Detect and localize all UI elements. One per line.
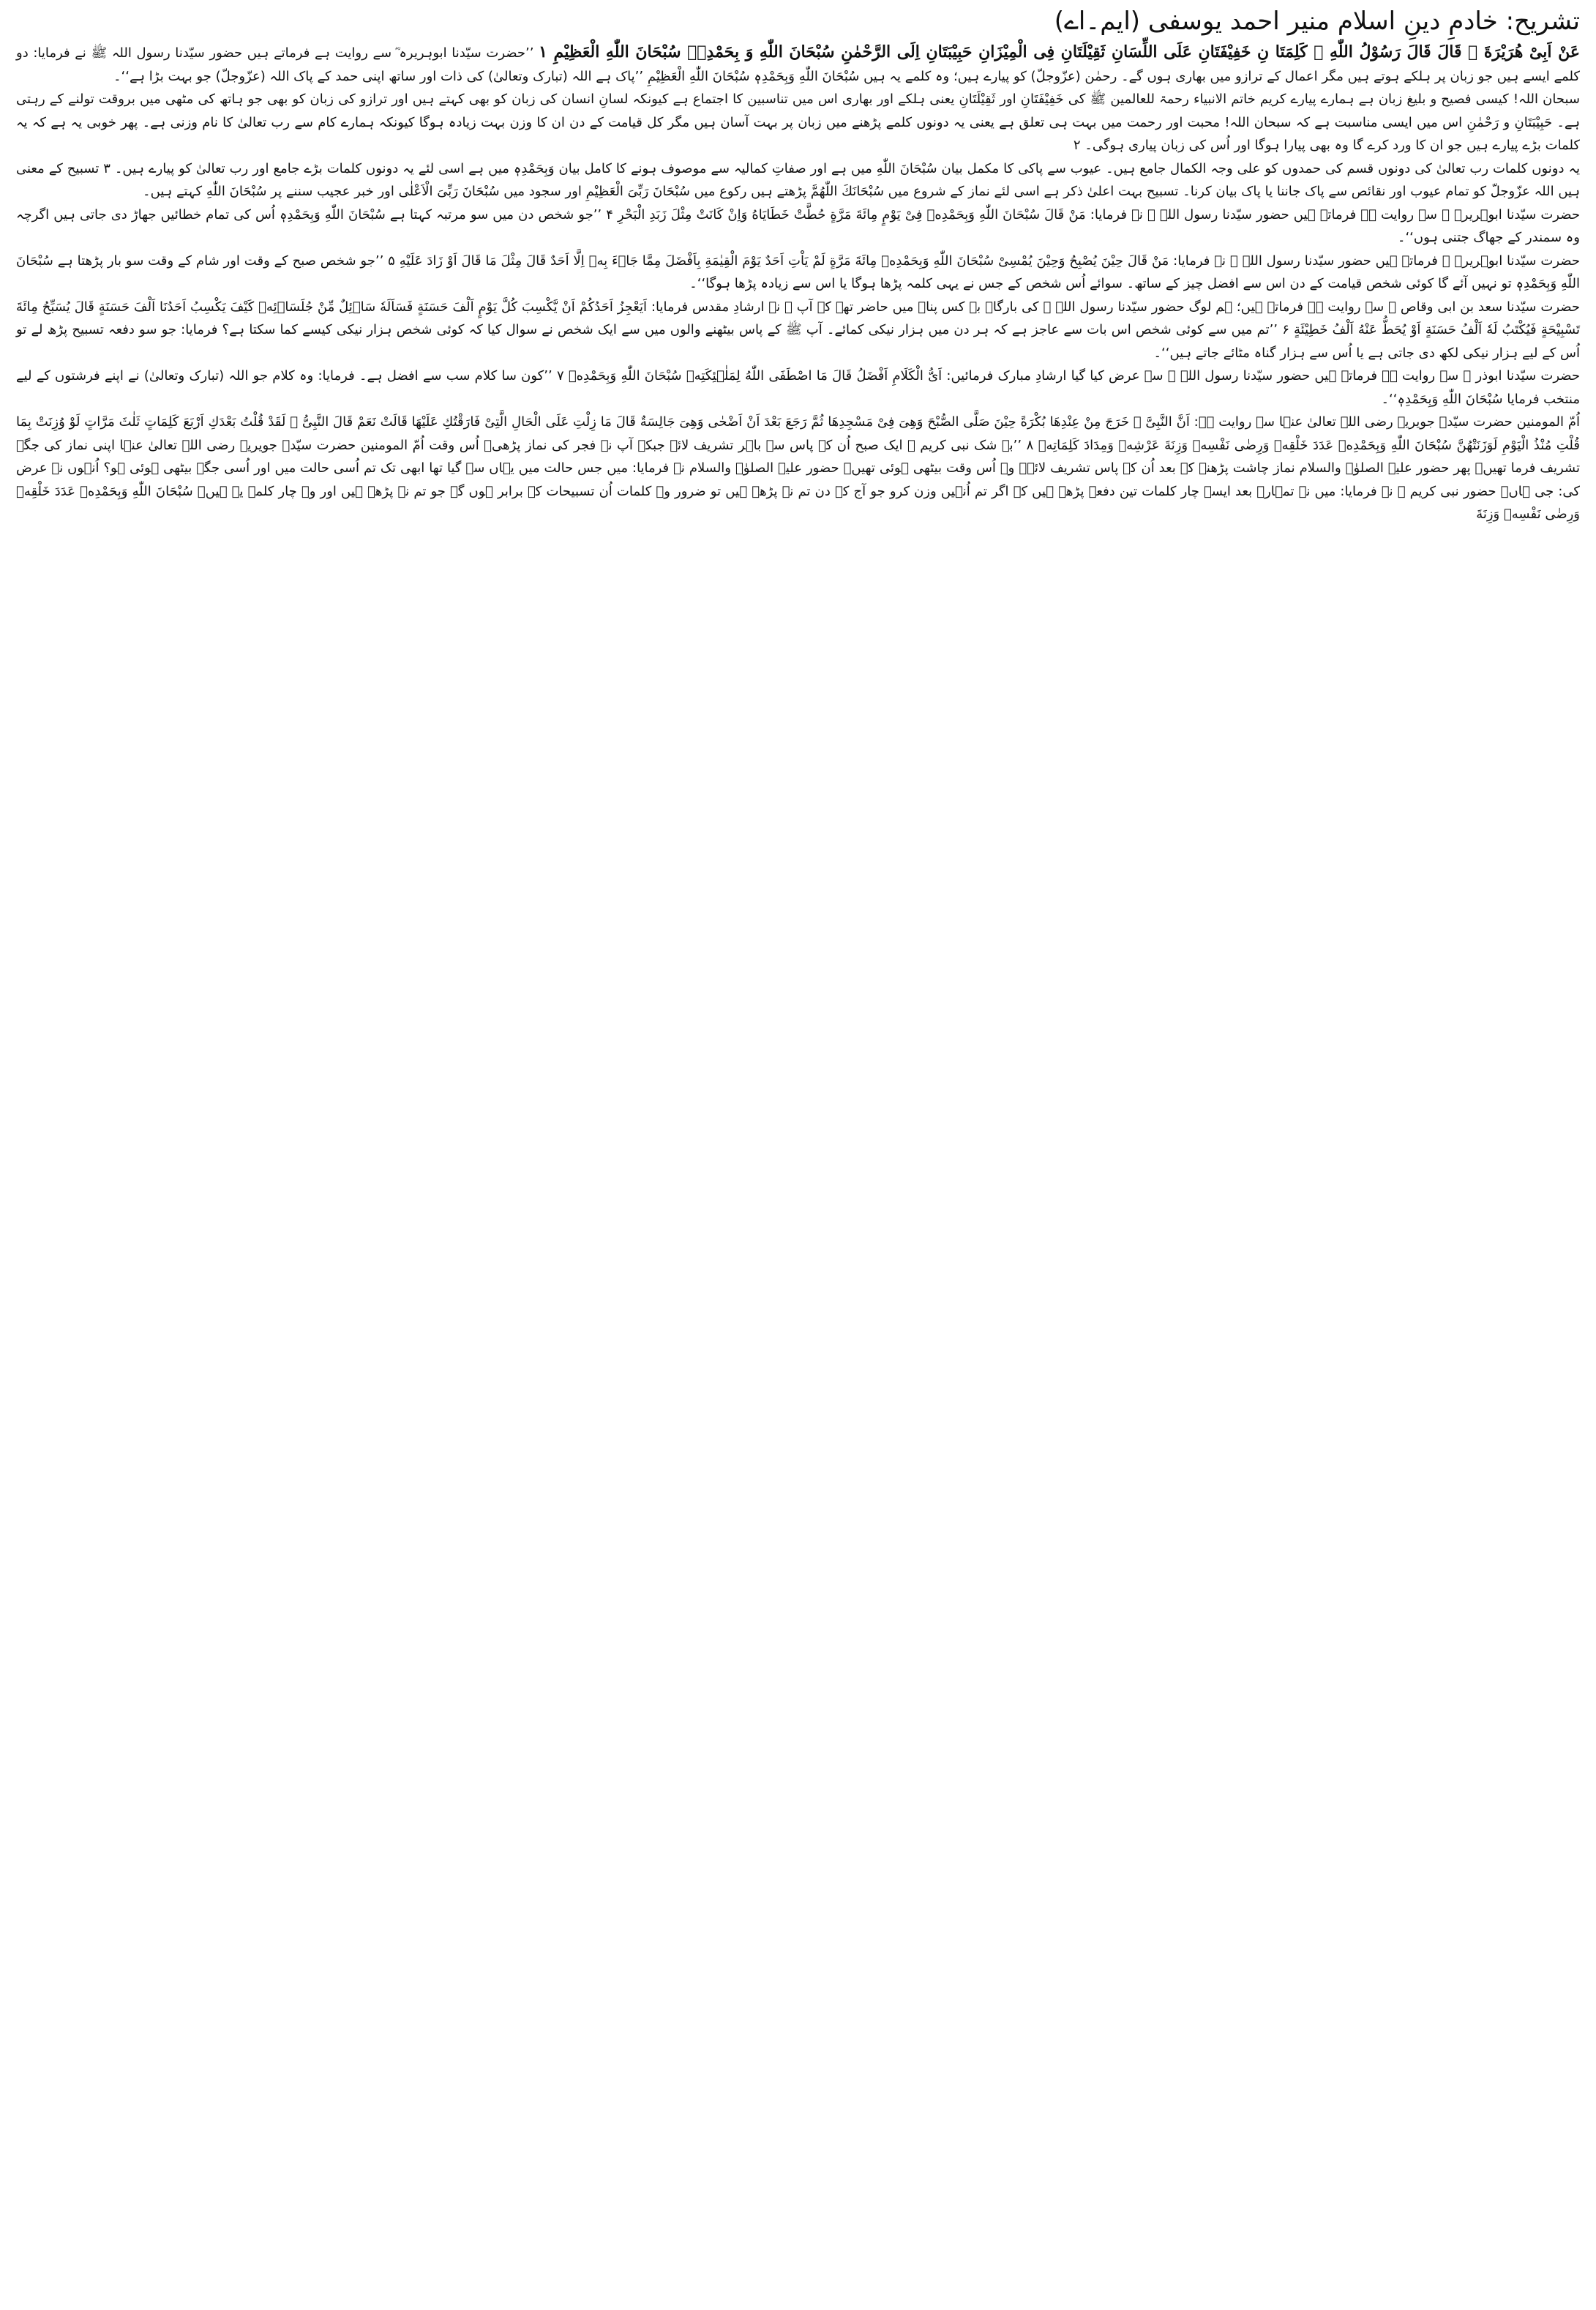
article-page	[16, 0, 1580, 2310]
paragraph-explanation-1	[16, 88, 1580, 157]
author-byline: تشریح: خادمِ دینِ اسلام منیر احمد یوسفی (ایم۔اے)	[1054, 7, 1580, 36]
paragraph-hadith-5	[16, 365, 1580, 411]
paragraph-explanation-2	[16, 157, 1580, 203]
urdu-commentary: سبحان اللہ! کیسی فصیح و بلیغ زبان ہے ہمارے پیارے کریم خاتم الانبیاء رحمۃ للعالمین ﷺ کی خَفِیْفَتَانِ اور ثَقِیْلَتَانِ یعنی ہلکے اور بھاری اس میں تناسبین کا اجتماع ہے کیونکہ لسانِ انسان کی زبان کو بھی کہتے ہیں اور ترازو کی زبان کو بھی جو ہاتھ کی مٹھی میں بروقت تولنے کے رہتی ہے۔ حَبِیْبَتَانِ و رَحْمٰنِ اس میں ایسی مناسبت ہے کہ سبحان اللہ! محبت اور رحمت میں بہت ہی تعلق ہے یعنی یہ دونوں کلمے پڑھنے میں زبان پر بہت آسان ہیں مگر کل قیامت کے دن ان کا وزن بہت زیادہ ہوگا کیونکہ ہمارے کام سے رب تعالیٰ کا نام وزنی ہے۔ پھر خوبی یہ ہے کہ یہ کلمات بڑے پیارے ہیں جو ان کا ورد کرے گا وہ بھی پیارا ہوگا اور اُس کی زبان پیاری ہوگی۔ ۲	[16, 91, 1580, 153]
paragraph-hadith-2	[16, 203, 1580, 250]
arabic-hadith-text: عَنْ اَبِیْ هُرَیْرَةَ ؓ قَالَ قَالَ رَسُوْلُ اللّٰهِ ﷺ كَلِمَتَا نِ خَفِیْفَتَانِ عَلَى اللِّسَانِ ثَقِیْلَتَانِ فِی الْمِیْزَانِ حَبِیْبَتَانِ اِلَى الرَّحْمٰنِ سُبْحَانَ اللّٰهِ وَ بِحَمْدِهٖ سُبْحَانَ اللّٰهِ الْعَظِیْمِ ۱	[539, 42, 1580, 61]
urdu-translation: ’’حضرت سیّدنا ابوہریرہ ؓ سے روایت ہے فرماتے ہیں حضور سیّدنا رسول اللہ ﷺ نے فرمایا: دو کلمے ایسے ہیں جو زبان پر ہلکے ہوتے ہیں مگر اعمال کے ترازو میں بھاری ہوں گے۔ رحمٰن (عزّوجلّ) کو پیارے ہیں؛ وہ کلمے یہ ہیں سُبْحَانَ اللّٰهِ وَبِحَمْدِهٖ سُبْحَانَ اللّٰهِ الْعَظِیْمِ ’’پاک ہے اللہ (تبارک وتعالیٰ) کی ذات اور ساتھ اپنی حمد کے پاک اللہ (عزّوجلّ) جو بہت بڑا ہے‘‘۔	[16, 45, 1580, 84]
urdu-hadith-text: حضرت سیّدنا ابوہریرہ ؓ سے روایت ہے فرماتے ہیں حضور سیّدنا رسول اللہ ﷺ نے فرمایا: مَنْ قَالَ سُبْحَانَ اللّٰهِ وَبِحَمْدِهٖ فِیْ یَوْمٍ مِائَةَ مَرَّةٍ حُطَّتْ خَطَایَاهُ وَاِنْ كَانَتْ مِثْلَ زَبَدِ الْبَحْرِ ۴ ’’جو شخص دن میں سو مرتبہ کہتا ہے سُبْحَانَ اللّٰهِ وَبِحَمْدِهٖ اُس کی تمام خطائیں جھاڑ دی جاتی ہیں اگرچہ وہ سمندر کے جھاگ جتنی ہوں‘‘۔	[16, 206, 1580, 245]
urdu-commentary: یہ دونوں کلمات رب تعالیٰ کی دونوں قسم کی حمدوں کو علی وجہ الکمال جامع ہیں۔ عیوب سے پاکی کا مکمل بیان سُبْحَانَ اللّٰهِ میں ہے اور صفاتِ کمالیہ سے موصوف ہونے کا کامل بیان وَبِحَمْدِهٖ میں ہے اسی لئے یہ دونوں کلمات بڑے جامع اور رب تعالیٰ کو پیارے ہیں۔ ۳ تسبیح کے معنی ہیں اللہ عزّوجلّ کو تمام عیوب اور نقائص سے پاک جاننا یا پاک بیان کرنا۔ تسبیح بہت اعلیٰ ذکر ہے اسی لئے نماز کے شروع میں سُبْحَانَكَ اللّٰهُمَّ پڑھتے ہیں رکوع میں سُبْحَانَ رَبِّیَ الْعَظِیْمِ اور سجود میں سُبْحَانَ رَبِّیَ الْاَعْلٰی اور خبر عجیب سننے پر سُبْحَانَ اللّٰهِ کہتے ہیں۔	[16, 160, 1581, 199]
urdu-hadith-text: حضرت سیّدنا ابوذر ؓ سے روایت ہے فرماتے ہیں حضور سیّدنا رسول اللہ ﷺ سے عرض کیا گیا ارشادِ مبارک فرمائیں: اَیُّ الْكَلَامِ اَفْضَلُ قَالَ مَا اصْطَفَى اللّٰهُ لِمَلٰۗئِكَتِهٖ سُبْحَانَ اللّٰهِ وَبِحَمْدِهٖ ۷ ’’کون سا کلام سب سے افضل ہے۔ فرمایا: وہ کلام جو اللہ (تبارک وتعالیٰ) نے اپنے فرشتوں کے لیے منتخب فرمایا سُبْحَانَ اللّٰهِ وَبِحَمْدِهٖ‘‘۔	[16, 368, 1581, 407]
paragraph-hadith-6	[16, 411, 1580, 526]
paragraph-hadith-3	[16, 250, 1580, 296]
paragraph-hadith-1	[16, 41, 1580, 88]
urdu-hadith-text: حضرت سیّدنا سعد بن ابی وقاص ؓ سے روایت ہے فرماتے ہیں؛ ہم لوگ حضور سیّدنا رسول اللہ ﷺ کی بارگاہ بے کس پناہ میں حاضر تھے کہ آپ ﷺ نے ارشادِ مقدس فرمایا: اَیَعْجِزُ اَحَدُكُمْ اَنْ یَّكْسِبَ كُلَّ یَوْمٍ اَلْفَ حَسَنَةٍ فَسَاَلَهٗ سَاۗئِلٌ مِّنْ جُلَسَاۗئِهٖ كَیْفَ یَكْسِبُ اَحَدُنَا اَلْفَ حَسَنَةٍ قَالَ یُسَبِّحُ مِائَةَ تَسْبِیْحَةٍ فَیُكْتَبُ لَهٗ اَلْفُ حَسَنَةٍ اَوْ یُحَطُّ عَنْهُ اَلْفُ خَطِیْئَةٍ ۶ ’’تم میں سے کوئی شخص اس بات سے عاجز ہے کہ ہر دن میں ہزار نیکی کمائے۔ آپ ﷺ کے پاس بیٹھنے والوں میں سے ایک شخص نے سوال کیا کہ کوئی شخص ہزار نیکی کیسے کما سکتا ہے؟ فرمایا: جو سو دفعہ تسبیح پڑھ لے تو اُس کے لیے ہزار نیکی لکھ دی جاتی ہے یا اُس سے ہزار گناہ مٹائے جاتے ہیں‘‘۔	[16, 299, 1580, 361]
paragraph-hadith-4	[16, 296, 1580, 365]
urdu-hadith-text: اُمّ المومنین حضرت سیّدہ جویریہ رضی اللہ تعالیٰ عنہا سے روایت ہے: اَنَّ النَّبِیَّ ﷺ خَرَجَ مِنْ عِنْدِهَا بُكْرَةً حِیْنَ صَلَّى الصُّبْحَ وَهِیَ فِیْ مَسْجِدِهَا ثُمَّ رَجَعَ بَعْدَ اَنْ اَضْحٰی وَهِیَ جَالِسَةٌ قَالَ مَا زِلْتِ عَلَى الْحَالِ الَّتِیْ فَارَقْتُكِ عَلَیْهَا قَالَتْ نَعَمْ قَالَ النَّبِیُّ ﷺ لَقَدْ قُلْتُ بَعْدَكِ اَرْبَعَ كَلِمَاتٍ ثَلٰثَ مَرَّاتٍ لَوْ وُزِنَتْ بِمَا قُلْتِ مُنْذُ الْیَوْمِ لَوَزَنَتْهُنَّ سُبْحَانَ اللّٰهِ وَبِحَمْدِهٖ عَدَدَ خَلْقِهٖ وَرِضٰى نَفْسِهٖ وَزِنَةَ عَرْشِهٖ وَمِدَادَ كَلِمَاتِهٖ ۸ ’’بے شک نبی کریم ﷺ ایک صبح اُن کے پاس سے باہر تشریف لائے جبکہ آپ نے فجر کی نماز پڑھی۔ اُس وقت اُمّ المومنین حضرت سیّدہ جویریہ رضی اللہ تعالیٰ عنہا اپنی نماز کی جگہ تشریف فرما تھیں۔ پھر حضور علیہ الصلوٰۃ والسلام نماز چاشت پڑھنے کے بعد اُن کے پاس تشریف لائے۔ وہ اُس وقت بیٹھی ہوئی تھیں۔ حضور علیہ الصلوٰۃ والسلام نے فرمایا: میں جس حالت میں یہاں سے گیا تھا ابھی تک تم اُسی حالت میں اور اُسی جگہ بیٹھی ہوئی ہو؟ اُنہوں نے عرض کی: جی ہاں۔ حضور نبی کریم ﷺ نے فرمایا: میں نے تمہارے بعد ایسے چار کلمات تین دفعہ پڑھے ہیں کہ اگر تم اُنہیں وزن کرو جو آج کے دن تم نے پڑھے ہیں تو ضرور وہ کلمات اُن تسبیحات کے برابر ہوں گے جو تم نے پڑھے ہیں اور وہ چار کلمے یہ ہیں۔ سُبْحَانَ اللّٰهِ وَبِحَمْدِهٖ عَدَدَ خَلْقِهٖ وَرِضٰى نَفْسِهٖ وَزِنَةَ	[16, 414, 1580, 522]
urdu-hadith-text: حضرت سیّدنا ابوہریرہ ؓ فرماتے ہیں حضور سیّدنا رسول اللہ ﷺ نے فرمایا: مَنْ قَالَ حِیْنَ یُصْبِحُ وَحِیْنَ یُمْسِیْ سُبْحَانَ اللّٰهِ وَبِحَمْدِهٖ مِائَةَ مَرَّةٍ لَمْ یَاْتِ اَحَدٌ یَوْمَ الْقِیٰمَةِ بِاَفْضَلَ مِمَّا جَاۗءَ بِهٖ اِلَّا اَحَدٌ قَالَ مِثْلَ مَا قَالَ اَوْ زَادَ عَلَیْهِ ۵ ’’جو شخص صبح کے وقت اور شام کے وقت سو بار پڑھتا ہے سُبْحَانَ اللّٰهِ وَبِحَمْدِهٖ تو نہیں آئے گا کوئی شخص قیامت کے دن اس سے افضل چیز کے ساتھ۔ سوائے اُس شخص کے جس نے یہی کلمہ پڑھا ہوگا یا اس سے زیادہ پڑھا ہوگا‘‘۔	[16, 253, 1580, 291]
